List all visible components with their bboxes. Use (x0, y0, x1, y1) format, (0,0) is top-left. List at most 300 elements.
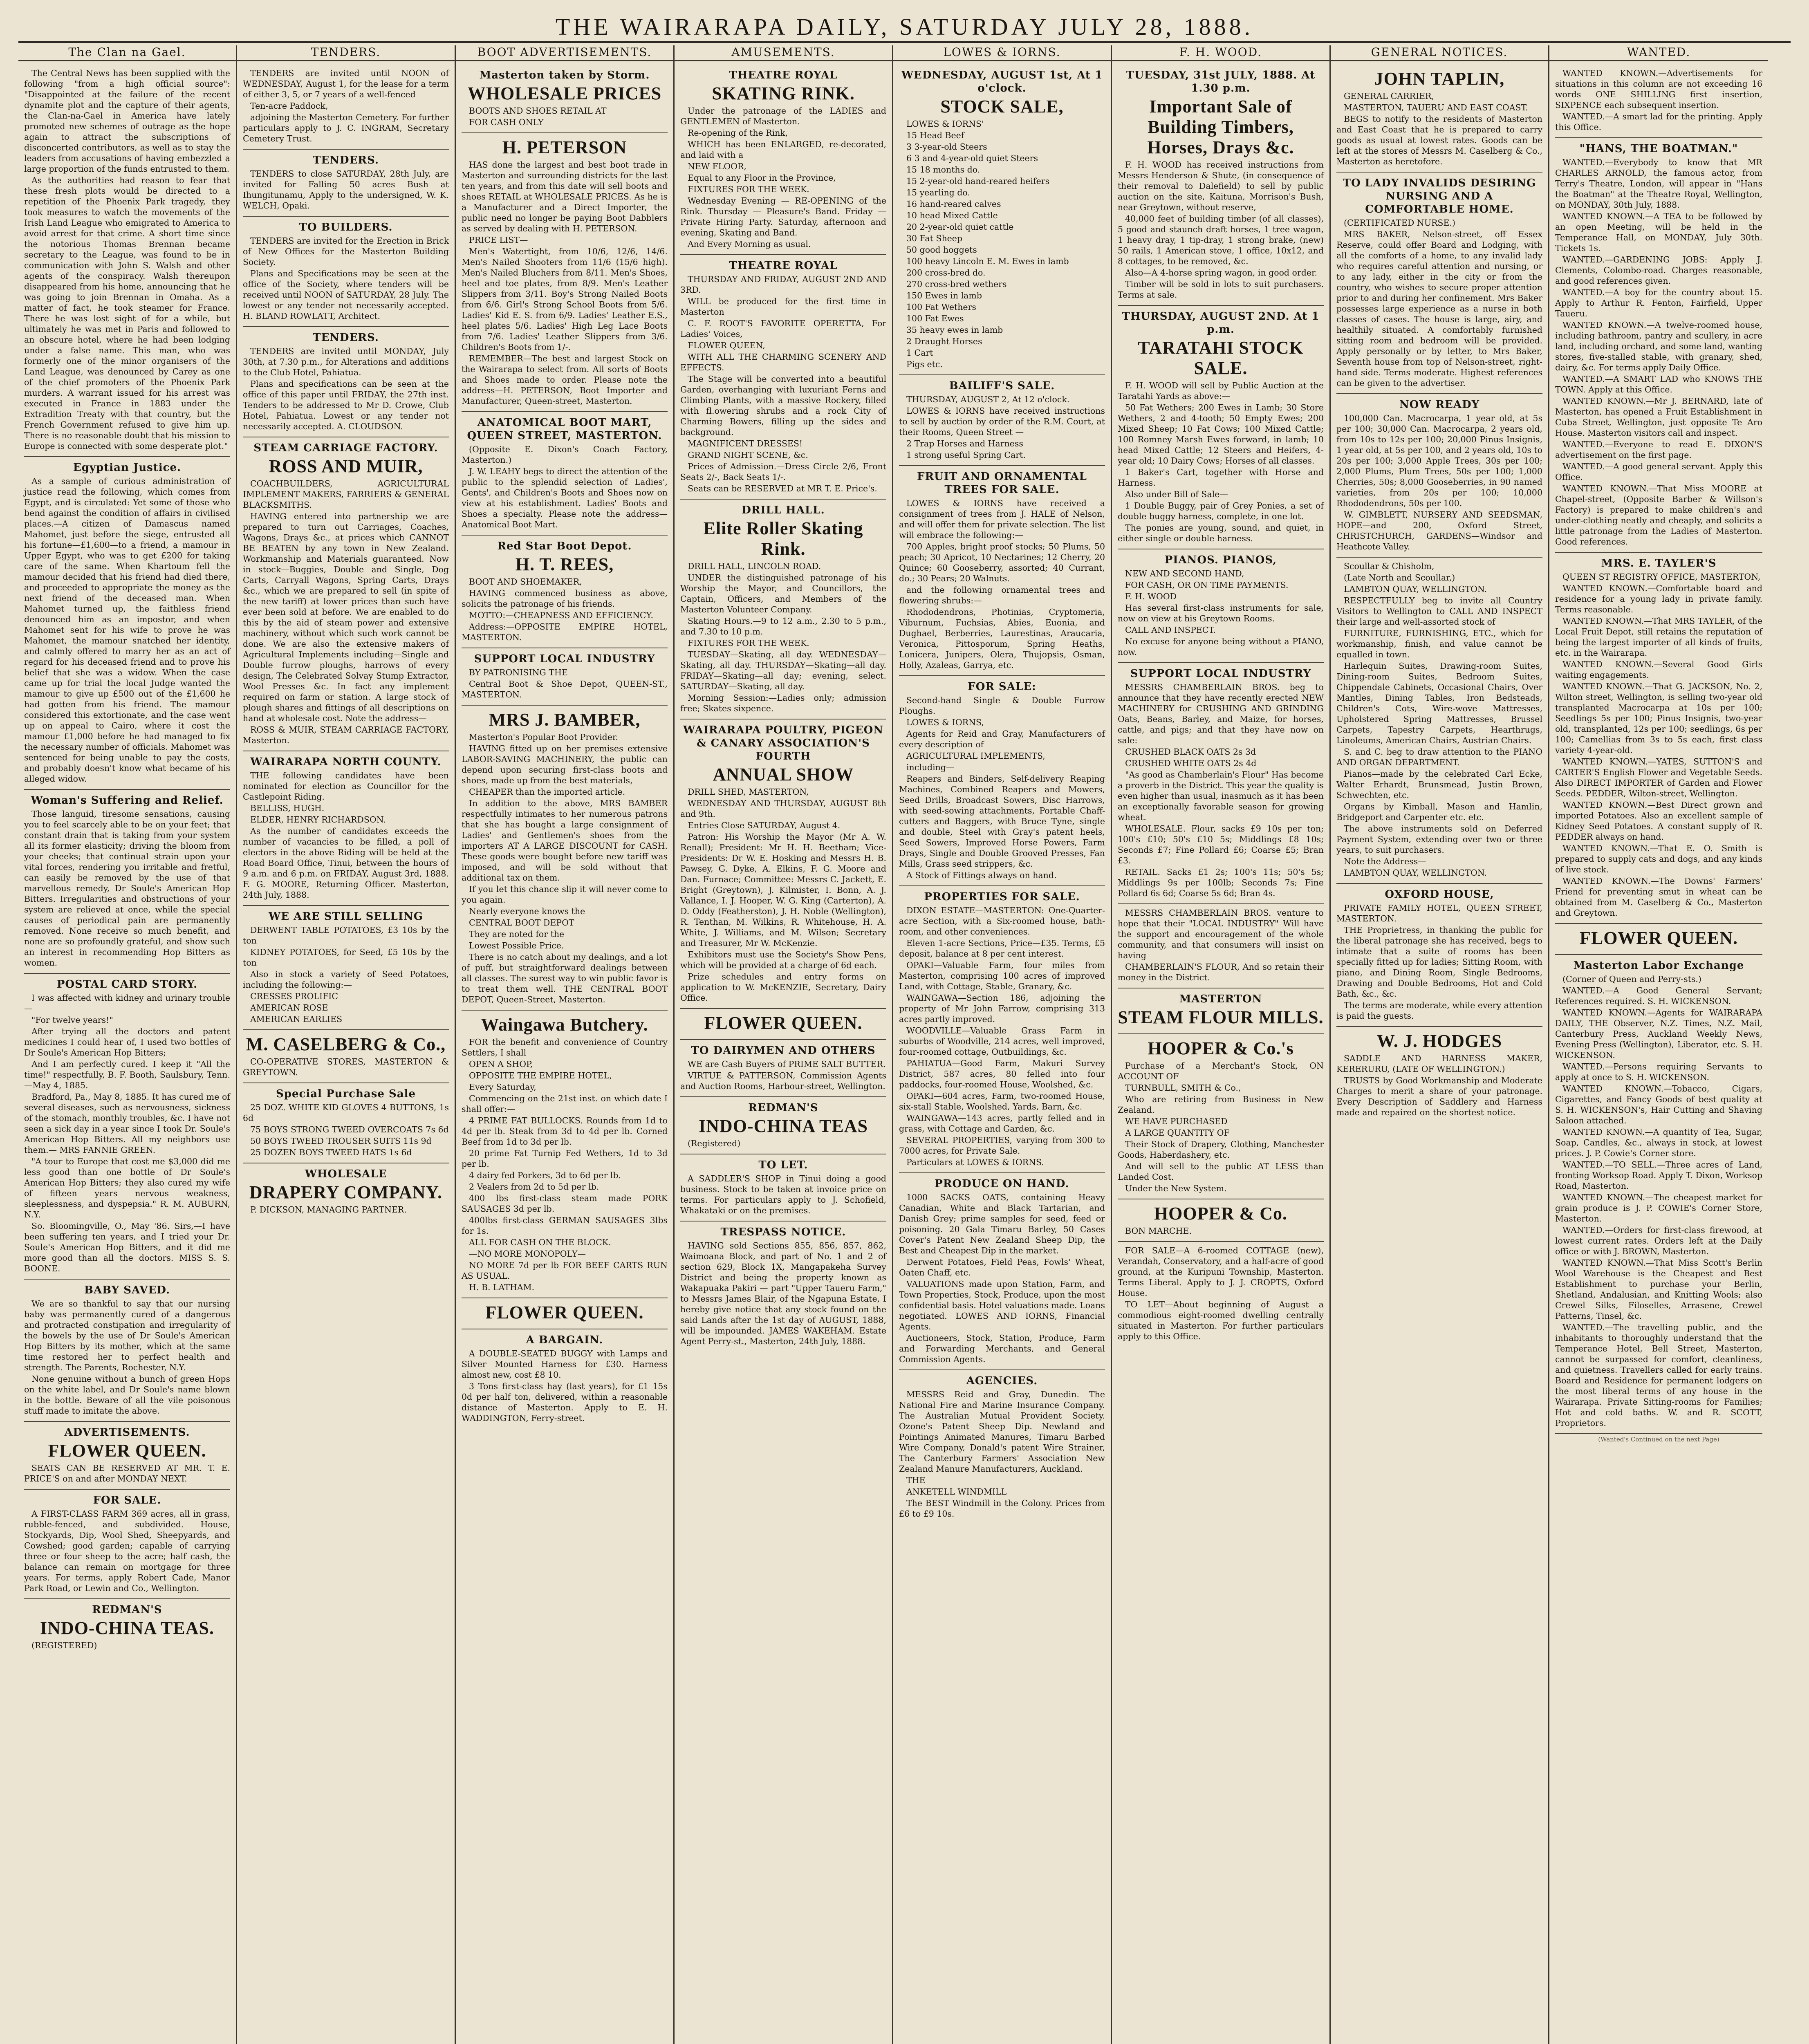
ad-paragraph: 1 Cart (906, 348, 933, 358)
ad-paragraph: LOWES & IORNS, (906, 717, 984, 727)
ad-paragraph: BY PATRONISING THE (469, 668, 568, 677)
ad-paragraph: HAVING fitted up on her premises extensive LABOR-SAVING MACHINERY, the public can depend upon securing first-class boots and shoes, made up from the best materials, (462, 744, 668, 785)
ad-paragraph: PRIVATE FAMILY HOTEL, QUEEN STREET, MASTERTON. (1336, 903, 1542, 923)
ad-paragraph: LAMBTON QUAY, WELLINGTON. (1344, 868, 1487, 878)
ad-heading: REDMAN'S (92, 1604, 162, 1616)
ad-paragraph: "For twelve years!" (31, 1015, 113, 1025)
ad-paragraph: And I am perfectly cured. I keep it "All the time!" respectfully, B. F. Booth, Saulsbury, Tenn.—May 4, 1885. (24, 1059, 230, 1090)
ad-paragraph: Eleven 1-acre Sections, Price—£35. Terms, £5 deposit, balance at 8 per cent interest. (899, 938, 1105, 959)
advertisement (1555, 955, 1762, 1434)
advertisement (680, 1097, 886, 1154)
column-header: WANTED. (1549, 45, 1768, 61)
ad-paragraph: VIRTUE & PATTERSON, Commission Agents and Auction Rooms, Harbour-street, Wellington. (680, 1071, 886, 1091)
ad-paragraph: WAINGAWA—143 acres, partly felled and in grass, with Cottage and Garden, &c. (899, 1113, 1105, 1134)
ad-paragraph: COACHBUILDERS, AGRICULTURAL IMPLEMENT MAKERS, FARRIERS & GENERAL BLACKSMITHS. (243, 479, 449, 510)
advertisement (1118, 988, 1324, 1034)
ad-paragraph: 10 head Mixed Cattle (906, 211, 998, 220)
ad-heading: MASTERTON (1179, 993, 1262, 1005)
column-6 (1112, 45, 1331, 2044)
ad-paragraph: —NO MORE MONOPOLY— (469, 1249, 586, 1259)
column-5 (893, 45, 1112, 2044)
ad-heading: FOR SALE: (968, 681, 1036, 693)
ad-paragraph: F. H. WOOD will sell by Public Auction at the Taratahi Yards as above:— (1118, 381, 1324, 401)
advertisement (899, 676, 1105, 886)
ad-paragraph: Morning Session:—Ladies only; admission free; Skates sixpence. (680, 693, 886, 713)
ad-paragraph: Pigs etc. (906, 359, 943, 369)
ad-paragraph: 20 prime Fat Turnip Fed Wethers, 1d to 3d per lb. (462, 1148, 668, 1169)
advertisement (1336, 884, 1542, 1027)
ad-heading: POSTAL CARD STORY. (56, 978, 198, 991)
ad-paragraph: C. F. ROOT'S FAVORITE OPERETTA, For Ladies' Voices, (680, 318, 886, 339)
ad-paragraph: Derwent Potatoes, Field Peas, Fowls' Wheat, Oaten Chaff, etc. (899, 1257, 1105, 1278)
ad-paragraph: W. GIMBLETT, NURSERY AND SEEDSMAN, HOPE—and 200, Oxford Street, CHRISTCHURCH, GARDENS—Windsor and Heathcote Valley. (1336, 510, 1542, 551)
ad-display-title: STEAM FLOUR MILLS. (1118, 1007, 1324, 1027)
ad-paragraph: HAVING sold Sections 855, 856, 857, 862, Waimoana Block, and part of No. 1 and 2 of section 629, Block 1X, Mangapakeha Survey District and being the property known as Wakapuaka Pakiri — part "Upper Taueru Farm," to Messrs James Blair, of the Ngapuna Estate, I hereby give notice that any stock found on the said Lands after the 1st day of AUGUST, 1888, will be impounded. JAMES WAKEHAM. Estate Agent Perry-st., Masterton, 24th July, 1888. (680, 1241, 886, 1346)
ad-paragraph: (Registered) (688, 1139, 741, 1148)
ad-paragraph: THE following candidates have been nominated for election as Councillor for the Castlepoint Riding. (243, 771, 449, 802)
news-article (24, 65, 230, 457)
ad-heading: SUPPORT LOCAL INDUSTRY (1130, 668, 1311, 680)
advertisement (243, 217, 449, 327)
ad-paragraph: FOR the benefit and convenience of Country Settlers, I shall (462, 1037, 668, 1058)
ad-paragraph: OPEN A SHOP, (469, 1059, 533, 1069)
ad-paragraph: 4 dairy fed Porkers, 3d to 6d per lb. (469, 1170, 621, 1180)
advertisement (899, 375, 1105, 466)
column-header: LOWES & IORNS. (893, 45, 1111, 61)
ad-paragraph: PAHIATUA—Good Farm, Makuri Survey District, 587 acres, 80 felled into four paddocks, four-roomed House, Woolshed, &c. (899, 1058, 1105, 1089)
ad-heading: BABY SAVED. (84, 1284, 170, 1296)
ad-paragraph: MAGNIFICENT DRESSES! (688, 439, 803, 448)
ad-paragraph: Also—A 4-horse spring wagon, in good order. (1125, 268, 1318, 278)
advertisement (1336, 394, 1542, 558)
ad-paragraph: "A tour to Europe that cost me $3,000 did me less good than one bottle of Dr Soule's American Hop Bitters; they also cured my wife of fifteen years nervous weakness, sleeplessness, and dyspepsia." R. M. AUBURN, N.Y. (24, 1156, 230, 1219)
column-header: BOOT ADVERTISEMENTS. (456, 45, 673, 61)
advertisement (462, 536, 668, 648)
ad-paragraph: LOWES & IORNS have received a consignment of trees from J. HALE of Nelson, and will offer them for private selection. The list will embrace the following:— (899, 498, 1105, 540)
ad-paragraph: WANTED KNOWN.—Best Direct grown and imported Potatoes. Also an excellent sample of Kidney Seed Potatoes. A constant supply of R. PEDDER always on hand. (1555, 800, 1762, 842)
ad-paragraph: A Stock of Fittings always on hand. (906, 870, 1057, 880)
continued-note: (Wanted's Continued on the next Page) (1598, 1436, 1719, 1443)
ad-paragraph: WANTED KNOWN.—A quantity of Tea, Sugar, Soap, Candles, &c., always in stock, at lowest prices. J. P. Cowie's Corner store. (1555, 1127, 1762, 1158)
ad-paragraph: P. DICKSON, MANAGING PARTNER. (250, 1205, 407, 1215)
ad-paragraph: Masterton's Popular Boot Provider. (469, 732, 618, 742)
ad-paragraph: Patron: His Worship the Mayor (Mr A. W. Renall); President: Mr H. H. Beetham; Vice-Presidents: Dr W. E. Hosking and Messrs H. B. Pawsey, G. Dyke, A. Elkins, F. G. Moore and Dan. Furnace; Committee: Messrs C. Jackett, E. Bright (Greytown), J. Kilmister, I. Bonn, A. J. Vallance, I. J. Hooper, W. G. King (Carterton), A. D. Oddy (Featherston), J. H. Noble (Wellington), R. Tenthan, M. Wilkins, R. Whitehouse, H. A. White, J. Williams, and M. Wilson; Secretary and Treasurer, Mr W. McKenzie. (680, 832, 886, 948)
ad-heading: PIANOS. PIANOS, (1164, 554, 1277, 566)
ad-paragraph: DERWENT TABLE POTATOES, £3 10s by the ton (243, 925, 449, 946)
ad-paragraph: WANTED.—Everyone to read E. DIXON'S advertisement on the first page. (1555, 439, 1762, 460)
ad-paragraph: 3 Tons first-class hay (last years), for £1 15s 0d per half ton, delivered, within a reasonable distance of Masterton. Apply to E. H. WADDINGTON, Ferry-street. (462, 1381, 668, 1423)
ad-paragraph: 700 Apples, bright proof stocks; 50 Plums, 50 peach; 30 Apricot, 10 Nectarines; 12 Cherry, 20 Quince; 60 Gooseberry, assorted; 40 Currant, do.; 30 Pears; 20 Walnuts. (899, 542, 1105, 583)
ad-paragraph: 100,000 Can. Macrocarpa, 1 year old, at 5s per 100; 30,000 Can. Macrocarpa, 2 years old, from 10s to 12s per 100; 20,000 Pinus Insignis, 1 year old, at 5s per 100, and 2 years old, 10s to 20s per 100; 3,000 Apple Trees, 30s per 100; 2,000 Plums, Plum Trees, 50s per 100; 1,000 Cherries, 50s; 8,000 Gooseberries, in 90 named varieties, from 20s per 100; 10,000 Rhododendrons, 50s per 100. (1336, 413, 1542, 508)
ad-paragraph: 2 Draught Horses (906, 336, 982, 346)
ad-heading: REDMAN'S (748, 1102, 818, 1114)
ad-paragraph: 400lbs first-class GERMAN SAUSAGES 3lbs for 1s. (462, 1215, 668, 1236)
ad-paragraph: 6 3 and 4-year-old quiet Steers (906, 153, 1038, 163)
ad-paragraph: TENDERS are invited until MONDAY, July 30th, at 7.30 p.m., for Alterations and additions to the Club Hotel, Pahiatua. (243, 346, 449, 377)
ad-paragraph: 200 cross-bred do. (906, 268, 986, 278)
ad-paragraph: Harlequin Suites, Drawing-room Suites, Dining-room Suites, Bedroom Suites, Chippendale Cabinets, Occasional Chairs, Over Mantles, Dining Tables, Iron Bedsteads, Children's Cots, Wire-wove Mattresses, Upholstered Spring Mattresses, Brussel Carpets, Tapestry Carpets, Hearthrugs, Linoleums, American Chairs, Austrian Chairs. (1336, 661, 1542, 745)
ad-paragraph: SEVERAL PROPERTIES, varying from 300 to 7000 acres, for Private Sale. (899, 1135, 1105, 1156)
advertisement (462, 648, 668, 706)
advertisement (243, 1030, 449, 1083)
ad-paragraph: S. and C. beg to draw attention to the PIANO AND ORGAN DEPARTMENT. (1336, 747, 1542, 767)
ad-paragraph: Central Boot & Shoe Depot, QUEEN-ST., MASTERTON. (462, 679, 668, 699)
ad-paragraph: WANTED KNOWN.—Advertisements for situations in this column are not exceeding 16 words ONE SHILLING first insertion, SIXPENCE each subsequent insertion. (1555, 68, 1762, 110)
ad-paragraph: NEW FLOOR, (688, 161, 746, 171)
ad-paragraph: Nearly everyone knows the (469, 906, 585, 916)
ad-paragraph: Re-opening of the Rink, (688, 128, 788, 138)
ad-paragraph: OPPOSITE THE EMPIRE HOTEL, (469, 1071, 612, 1080)
ad-paragraph: DRILL HALL, LINCOLN ROAD. (688, 561, 821, 571)
ad-paragraph: 25 DOZ. WHITE KID GLOVES 4 BUTTONS, 1s 6d (243, 1103, 449, 1123)
advertisement (462, 1298, 668, 1329)
ad-paragraph: A SADDLER'S SHOP in Tinui doing a good business. Stock to be taken at invoice price on terms. For particulars apply to J. Schofield, Whakataki or on the premises. (680, 1174, 886, 1215)
ad-paragraph: 100 heavy Lincoln E. M. Ewes in lamb (906, 256, 1069, 266)
ad-paragraph: 1 Double Buggy, pair of Grey Ponies, a set of double buggy harness, complete, in one lot. (1118, 501, 1324, 521)
ad-display-title: DRAPERY COMPANY. (249, 1182, 443, 1202)
ad-display-title: W. J. HODGES (1376, 1031, 1502, 1051)
ad-paragraph: Particulars at LOWES & IORNS. (906, 1157, 1044, 1167)
ad-paragraph: HAS done the largest and best boot trade in Masterton and surrounding districts for the last ten years, and from this date will sell boots and shoes RETAIL at WHOLESALE PRICES. As he is a Manufacturer and a Direct Importer, the public need no longer be paying Boot Dabblers as served by dealing with H. PETERSON. (462, 160, 668, 233)
advertisement (462, 65, 668, 133)
ad-paragraph: WEDNESDAY AND THURSDAY, AUGUST 8th and 9th. (680, 798, 886, 819)
ad-heading: STEAM CARRIAGE FACTORY. (253, 442, 438, 454)
ad-paragraph: Also in stock a variety of Seed Potatoes, including the following:— (243, 969, 449, 990)
ad-paragraph: MASTERTON, TAUERU AND EAST COAST. (1344, 103, 1528, 112)
advertisement (1118, 1034, 1324, 1199)
ad-paragraph: ELDER, HENRY RICHARDSON. (250, 815, 386, 825)
ad-paragraph: MOTTO:—CHEAPNESS AND EFFICIENCY. (469, 610, 653, 620)
ad-paragraph: WANTED.—Orders for first-class firewood, at lowest current rates. Orders left at the Daily office or with J. BROWN, Masterton. (1555, 1225, 1762, 1256)
ad-paragraph: MESSRS CHAMBERLAIN BROS. venture to hope that their "LOCAL INDUSTRY" Will have the support and encouragement of the whole community, and that consumers will insist on having (1118, 908, 1324, 960)
ad-heading: THEATRE ROYAL (729, 260, 838, 272)
ad-paragraph: DIXON ESTATE—MASTERTON: One-Quarter-acre Section, with a Six-roomed house, bath-room, and other conveniences. (899, 905, 1105, 937)
ad-paragraph: BON MARCHE. (1125, 1226, 1192, 1236)
ad-paragraph: Address:—OPPOSITE EMPIRE HOTEL, MASTERTON. (462, 622, 668, 642)
ad-paragraph: 40,000 feet of building timber (of all classes), 5 good and staunch draft horses, 1 tree wagon, 1 heavy dray, 1 tip-dray, 1 strong brake, (new) 50 rails, 1 American stove, 1 office, 10x12, and 8 cottages, to be removed, &c. (1118, 214, 1324, 266)
advertisement (1118, 306, 1324, 549)
ad-paragraph: I was affected with kidney and urinary trouble— (24, 993, 230, 1013)
advertisement (243, 1083, 449, 1163)
advertisement (24, 1422, 230, 1490)
ad-paragraph: WANTED.—A smart lad for the printing. Apply this Office. (1555, 112, 1762, 132)
advertisement (1118, 549, 1324, 663)
ad-paragraph: F. H. WOOD (1125, 592, 1177, 601)
advertisement (1118, 904, 1324, 988)
ad-paragraph: 100 Fat Wethers (906, 302, 976, 312)
ad-paragraph: CRUSHED BLACK OATS 2s 3d (1125, 747, 1256, 757)
ad-paragraph: WANTED.—A good general servant. Apply this Office. (1555, 462, 1762, 482)
ad-paragraph: Entries Close SATURDAY, August 4. (688, 820, 841, 830)
ad-display-title: H. PETERSON (502, 137, 627, 157)
ad-display-title: H. T. REES, (515, 554, 614, 574)
ad-paragraph: WANTED KNOWN.—That G. JACKSON, No. 2, Wilton street, Wellington, is selling two-year old transplanted Macrocarpa at 10s per 100; Seedlings 5s per 100; Pinus Insignis, two-year old, transplanted, 12s per 100; seedlings, 6s per 100; Camellias from 3s to 5s each, first class variety 4-year-old. (1555, 681, 1762, 755)
ad-heading: WAIRARAPA NORTH COUNTY. (250, 756, 442, 768)
advertisement (1118, 65, 1324, 306)
ad-paragraph: TENDERS are invited for the Erection in Brick of New Offices for the Masterton Building Society. (243, 236, 449, 267)
ad-paragraph: WANTED.—A Good General Servant; References required. S. H. WICKENSON. (1555, 986, 1762, 1006)
ad-paragraph: GRAND NIGHT SCENE, &c. (688, 450, 808, 460)
ad-paragraph: 50 good hoggets (906, 245, 977, 255)
ad-heading: Egyptian Justice. (73, 462, 182, 474)
ad-heading: MRS. E. TAYLER'S (1601, 557, 1717, 569)
ad-paragraph: (Corner of Queen and Perry-sts.) (1562, 974, 1701, 984)
advertisement (243, 751, 449, 906)
ad-paragraph: 2 Vealers from 2d to 5d per lb. (469, 1182, 599, 1192)
ad-paragraph: 15 Head Beef (906, 130, 964, 140)
advertisement (462, 1011, 668, 1298)
ad-paragraph: WANTED.—TO SELL.—Three acres of Land, fronting Worksop Road. Apply T. Dixon, Worksop Road, Masterton. (1555, 1160, 1762, 1191)
column-1 (18, 45, 237, 2044)
ad-paragraph: WANTED.—A SMART LAD who KNOWS THE TOWN. Apply at this Office. (1555, 374, 1762, 394)
column-7 (1331, 45, 1549, 2044)
ad-paragraph: CO-OPERATIVE STORES, MASTERTON & GREYTOWN. (243, 1057, 449, 1077)
ad-paragraph: WHOLESALE. Flour, sacks £9 10s per ton; 100's £10; 50's £10 5s; Middlings £8 10s; Seconds £7; Fine Pollard £6; Coarse £5; Bran £3. (1118, 824, 1324, 865)
ad-paragraph: In addition to the above, MRS BAMBER respectfully intimates to her numerous patrons that she has bought a large consignment of Ladies' and Gentlemen's shoes from the importers AT A LARGE DISCOUNT for CASH. These goods were bought before new tariff was imposed, and will be sold without that additional tax on them. (462, 798, 668, 883)
ad-paragraph: CALL AND INSPECT. (1125, 625, 1216, 635)
ad-paragraph: WANTED.—A boy for the country about 15. Apply to Arthur R. Fenton, Fairfield, Upper Taueru. (1555, 287, 1762, 318)
ad-paragraph: FOR SALE—A 6-roomed COTTAGE (new), Verandah, Conservatory, and a half-acre of good ground, at the Kuripuni Township, Masterton. Terms Liberal. Apply to J. J. CROPTS, Oxford House. (1118, 1246, 1324, 1298)
advertisement (1555, 65, 1762, 138)
advertisement (243, 1163, 449, 1220)
ad-paragraph: CRUSHED WHITE OATS 2s 4d (1125, 758, 1257, 768)
ad-paragraph: WANTED KNOWN.—That MRS TAYLER, of the Local Fruit Depot, still retains the reputation of being the largest importer of all kinds of fruits, etc. in the Wairarapa. (1555, 616, 1762, 658)
ad-paragraph: Commencing on the 21st inst. on which date I shall offer:— (462, 1094, 668, 1114)
advertisement (680, 1040, 886, 1097)
advertisement (1118, 663, 1324, 904)
ad-paragraph: The terms are moderate, while every attention is paid the guests. (1336, 1000, 1542, 1021)
ad-paragraph: HAVING commenced business as above, solicits the patronage of his friends. (462, 588, 668, 609)
ad-heading: A BARGAIN. (526, 1334, 603, 1346)
ad-paragraph: and the following ornamental trees and flowering shrubs:— (899, 585, 1105, 605)
ad-paragraph: WANTED KNOWN.—Agents for WAIRARAPA DAILY, THE Observer, N.Z. Times, N.Z. Mail, Canterbury Press, Auckland Weekly News, Evening Press (Wellington), Liberator, etc. S. H. WICKENSON. (1555, 1008, 1762, 1060)
ad-paragraph: SADDLE AND HARNESS MAKER, KERERURU, (LATE OF WELLINGTON.) (1336, 1053, 1542, 1074)
column-header: TENDERS. (237, 45, 455, 61)
ad-paragraph: Men's Watertight, from 10/6, 12/6, 14/6. Men's Nailed Shooters from 11/6 (15/6 high). Men's Nailed Bluchers from 8/11. Men's Shoes, heel and toe plates, from 8/9. Men's Leather Slippers from 3/11. Boy's Strong Nailed Boots from 6/6. Girl's Strong School Boots from 5/6. Ladies' Kid E. S. from 6/9. Ladies' Leather E.S., heel plates 5/6. Ladies' High Leg Lace Boots from 7/6. Ladies' Leather Slippers from 3/6. Children's Boots from 1/-. (462, 247, 668, 352)
ad-paragraph: WILL be produced for the first time in Masterton (680, 296, 886, 317)
advertisement (680, 1154, 886, 1221)
ad-heading: NOW READY (1399, 399, 1480, 411)
ad-paragraph: Timber will be sold in lots to suit purchasers. Terms at sale. (1118, 279, 1324, 300)
ad-display-title: WHOLESALE PRICES (467, 83, 662, 103)
ad-paragraph: Skating Hours.—9 to 12 a.m., 2.30 to 5 p.m., and 7.30 to 10 p.m. (680, 616, 886, 637)
ad-paragraph: Prize schedules and entry forms on application to W. McKENZIE, Secretary, Dairy Office. (680, 972, 886, 1003)
advertisement (243, 150, 449, 217)
ad-paragraph: WANTED KNOWN.—Several Good Girls waiting engagements. (1555, 659, 1762, 680)
ad-paragraph: WANTED.—Everybody to know that MR CHARLES ARNOLD, the famous actor, from Terry's Theatre, London, will appear in "Hans the Boatman" at the Theatre Royal, Wellington, on MONDAY, 30th July, 1888. (1555, 157, 1762, 210)
ad-paragraph: TO LET—About beginning of August a commodious eight-roomed dwelling centrally situated in Masterton. For further particulars apply to this Office. (1118, 1300, 1324, 1341)
ad-heading: DRILL HALL. (742, 504, 825, 516)
ad-paragraph: TRUSTS by Good Workmanship and Moderate Charges to merit a share of your patronage. Every Description of Saddlery and Harness made and repaired on the shortest notice. (1336, 1076, 1542, 1117)
ad-heading: PROPERTIES FOR SALE. (924, 891, 1080, 903)
ad-display-title: Elite Roller Skating Rink. (703, 518, 863, 559)
ad-heading: ANATOMICAL BOOT MART, QUEEN STREET, MASTERTON. (467, 417, 662, 442)
ad-display-title: SKATING RINK. (712, 83, 855, 103)
ad-paragraph: Second-hand Single & Double Furrow Ploughs. (899, 695, 1105, 716)
ad-paragraph: HAVING entered into partnership we are prepared to turn out Carriages, Coaches, Wagons, Drays &c., at prices which CANNOT BE BEATEN by any town in New Zealand. Workmanship and Materials guaranteed. Now in stock—Buggies, Double and Single, Dog Carts, Carryall Wagons, Spring Carts, Drays &c., which we are prepared to sell (in spite of the new tariff) at lower prices than such have ever been sold at before. We are enabled to do this by the aid of steam power and extensive machinery, without which such work cannot be done. We are also the extensive makers of Agricultural Implements including—Single and Double furrow ploughs, harrows of every design, The Celebrated Solvay Stump Extractor, Wool Presses &c. In fact any implement required on farm or station. A large stock of plough shares and fittings of all descriptions on hand at wholesale cost. Note the address— (243, 511, 449, 723)
ad-paragraph: 15 2-year-old hand-reared heifers (906, 176, 1050, 186)
masthead: THE WAIRARAPA DAILY, SATURDAY JULY 28, 1888. (18, 12, 1791, 43)
ad-paragraph: FIXTURES FOR THE WEEK. (688, 184, 809, 194)
ad-paragraph: Scoullar & Chisholm, (1344, 561, 1435, 571)
column-4 (675, 45, 893, 2044)
advertisement (462, 706, 668, 1011)
advertisement (24, 1490, 230, 1599)
column-3 (456, 45, 675, 2044)
ad-paragraph: Auctioneers, Stock, Station, Produce, Farm and Forwarding Merchants, and General Commission Agents. (899, 1333, 1105, 1364)
advertisement (899, 1370, 1105, 1524)
ad-paragraph: Organs by Kimball, Mason and Hamlin, Bridgeport and Carpenter etc. etc. (1336, 802, 1542, 822)
ad-paragraph: 1 Baker's Cart, together with Horse and Harness. (1118, 467, 1324, 488)
ad-paragraph: Has several first-class instruments for sale, now on view at his Greytown Rooms. (1118, 603, 1324, 623)
ad-paragraph: Their Stock of Drapery, Clothing, Manchester Goods, Haberdashery, etc. (1118, 1139, 1324, 1160)
ad-paragraph: If you let this chance slip it will never come to you again. (462, 884, 668, 905)
ad-paragraph: ROSS & MUIR, STEAM CARRIAGE FACTORY, Masterton. (243, 725, 449, 745)
ad-paragraph: BEGS to notify to the residents of Masterton and East Coast that he is prepared to carry goods as usual at lowest rates. Goods can be left at the stores of Messrs M. Caselberg & Co., Masterton as heretofore. (1336, 114, 1542, 166)
ad-paragraph: TURNBULL, SMITH & Co., (1125, 1083, 1241, 1093)
ad-paragraph: Note the Address— (1344, 856, 1426, 866)
ad-paragraph: 3 3-year-old Steers (906, 142, 987, 152)
ad-display-title: MRS J. BAMBER, (489, 710, 641, 730)
ad-paragraph: And will sell to the public AT LESS than Landed Cost. (1118, 1161, 1324, 1182)
ad-paragraph: CHEAPER than the imported article. (469, 787, 625, 797)
ad-paragraph: "As good as Chamberlain's Flour" Has become a proverb in the District. This year the quality is even higher than usual, inasmuch as it has been an exceptionally favorable season for growing wheat. (1118, 770, 1324, 822)
ad-paragraph: Reapers and Binders, Self-delivery Reaping Machines, Combined Reapers and Mowers, Seed Drills, Broadcast Sowers, Disc Harrows, with seed-sowing attachments, Portable Chaff-cutters and Baggers, with Bruce Tyne, single and double, Steel with Gray's patent heels, Seed Sowers, Improved Horse Powers, Farm Drays, Single and Double Grooved Presses, Fan Mills, Grass seed strippers, &c. (899, 774, 1105, 869)
ad-paragraph: WANTED KNOWN.—A twelve-roomed house, including bathroom, pantry and scullery, in acre land, including orchard, and some land, wanting stores, five-stalled stable, with granary, shed, dairy, &c. For terms apply Daily Office. (1555, 320, 1762, 372)
advertisement (462, 412, 668, 536)
ad-paragraph: So. Bloomingville, O., May '86. Sirs,—I have been suffering ten years, and I tried your Dr. Soule's American Hop Bitters, and it did me more good than all the doctors. MISS S. S. BOONE. (24, 1221, 230, 1273)
ad-heading: PRODUCE ON HAND. (935, 1178, 1069, 1190)
advertisement (462, 1329, 668, 1428)
advertisement (680, 1009, 886, 1040)
ad-paragraph: WANTED KNOWN.—That E. O. Smith is prepared to supply cats and dogs, and any kinds of live stock. (1555, 843, 1762, 874)
ad-paragraph: Rhododendrons, Photinias, Cryptomeria, Viburnum, Fuchsias, Abies, Euonia, and Dughael, Berberries, Laurestinas, Araucaria, Veronica, Pittosporum, Spring Heaths, Lonicera, Junipers, Olera, Thujopsis, Osman, Holly, Azaleas, Garrya, etc. (899, 607, 1105, 670)
ad-paragraph: adjoining the Masterton Cemetery. For further particulars apply to J. C. INGRAM, Secretary Cemetery Trust. (243, 112, 449, 143)
ad-paragraph: (CERTIFICATED NURSE.) (1344, 218, 1455, 228)
ad-paragraph: Plans and specifications can be seen at the office of this paper until FRIDAY, the 27th inst. Tenders to be addressed to Mr D. Crowe, Club Hotel, Pahiatua. Lowest or any tender not necessarily accepted. A. CLOUDSON. (243, 379, 449, 431)
ad-paragraph: Purchase of a Merchant's Stock, ON ACCOUNT OF (1118, 1061, 1324, 1081)
ad-paragraph: Lowest Possible Price. (469, 941, 564, 950)
ad-paragraph: 15 yearling do. (906, 188, 970, 197)
ad-paragraph: Ten-acre Paddock, (250, 101, 328, 111)
ad-paragraph: THE Proprietress, in thanking the public for the liberal patronage she has received, begs to intimate that a suite of rooms has been specially fitted up for ladies; Sitting Room, with piano, and Dining Room, Single Bedrooms, Drawing and Double Bedrooms, Hot and Cold Bath, &c., &c. (1336, 925, 1542, 999)
ad-paragraph: WANTED.—GARDENING JOBS: Apply J. Clements, Colombo-road. Charges reasonable, and good references given. (1555, 255, 1762, 286)
ad-paragraph: DRILL SHED, MASTERTON, (688, 787, 809, 797)
advertisement (899, 65, 1105, 375)
ad-paragraph: Plans and Specifications may be seen at the office of the Society, where tenders will be received until NOON of SATURDAY, 28 July. The lowest or any tender not necessarily accepted. H. BLAND ROWLATT, Architect. (243, 269, 449, 321)
ad-paragraph: THE (906, 1475, 926, 1485)
advertisement (680, 719, 886, 1009)
ad-heading: Special Purchase Sale (276, 1088, 416, 1100)
ad-paragraph: A FIRST-CLASS FARM 369 acres, all in grass, rubble-fenced, and subdivided. House, Stockyards, Dip, Wool Shed, Sheepyards, and Cowshed; good garden; capable of carrying three or four sheep to the acre; half cash, the balance can remain on mortgage for three years. For terms, apply Robert Cade, Manor Park Road, or Lewin and Co., Wellington. (24, 1509, 230, 1593)
ad-paragraph: Prices of Admission.—Dress Circle 2/6, Front Seats 2/-, Back Seats 1/-. (680, 462, 886, 482)
ad-display-title: FLOWER QUEEN. (1579, 928, 1738, 948)
ad-display-title: INDO-CHINA TEAS (699, 1116, 868, 1136)
ad-display-title: Important Sale of Building Timbers, Horses, Drays &c. (1147, 96, 1294, 157)
ad-paragraph: 1 strong useful Spring Cart. (906, 450, 1026, 460)
ad-paragraph: Who are retiring from Business in New Zealand. (1118, 1094, 1324, 1115)
ad-heading: TO DAIRYMEN AND OTHERS (691, 1044, 876, 1057)
ad-paragraph: VALUATIONS made upon Station, Farm, and Town Properties, Stock, Produce, upon the most confidential basis. Hotel valuations made. Loans negotiated. LOWES AND IORNS, Financial Agents. (899, 1279, 1105, 1331)
ad-paragraph: The Central News has been supplied with the following "from a high official source": "Disappointed at the failure of the recent dynamite plot and the capture of their agents, the Clan-na-Gael in America have lately promoted new schemes of outrage as the hope again to attract the subscriptions of disconcerted contributors, as well as to stay the leaders from accusations of having embezzled a large proportion of the funds entrusted to them. (24, 68, 230, 174)
ad-heading: Woman's Suffering and Relief. (31, 794, 224, 807)
advertisement (24, 1599, 230, 1656)
columns (18, 45, 1791, 2044)
ad-paragraph: Wednesday Evening — RE-OPENING of the Rink. Thursday — Pleasure's Band. Friday — Private Hiring Party. Saturday, afternoon and evening, Skating and Band. (680, 196, 886, 238)
advertisement (1555, 924, 1762, 955)
ad-paragraph: As the number of candidates exceeds the number of vacancies to be filled, a poll of electors in the above Riding will be held at the Road Board Office, Tinui, between the hours of 9 a.m. and 6 p.m. on FRIDAY, August 3rd, 1888. F. G. MOORE, Returning Officer. Masterton, 24th July, 1888. (243, 826, 449, 900)
ad-paragraph: WANTED KNOWN.—That Miss MOORE at Chapel-street, (Opposite Barber & Willson's Factory) is prepared to make children's and under-clothing neatly and cheaply, and solicits a little patronage from the Ladies of Masterton. Good references. (1555, 484, 1762, 547)
ad-paragraph: No excuse for anyone being without a PIANO, now. (1118, 637, 1324, 657)
ad-display-title: STOCK SALE, (940, 96, 1064, 117)
ad-paragraph: MRS BAKER, Nelson-street, off Essex Reserve, could offer Board and Lodging, with all the comforts of a home, to any invalid lady who requires careful attention and nursing, or to any lady, either in the city or from the country, who wishes to secure proper attention prior to and during her confinement. Mrs Baker possesses large experience as a nurse in both classes of cases. The house is large, airy, and healthily situated. A comfortably furnished sitting room and bedroom will be provided. Apply personally or by letter, to Mrs Baker, Seventh house from top of Nelson-street, right-hand side. Terms moderate. Highest references can be given to the advertiser. (1336, 229, 1542, 388)
ad-paragraph: After trying all the doctors and patent medicines I could hear of, I used two bottles of Dr Soule's American Hop Bitters; (24, 1026, 230, 1058)
ad-paragraph: The BEST Windmill in the Colony. Prices from £6 to £9 10s. (899, 1498, 1105, 1519)
ad-paragraph: 100 Fat Ewes (906, 314, 964, 323)
ad-paragraph: WANTED KNOWN.—Tobacco, Cigars, Cigarettes, and Fancy Goods of best quality at S. H. WICKENSON's, Hair Cutting and Shaving Saloon attached. (1555, 1084, 1762, 1125)
ad-paragraph: BELLISS, HUGH. (250, 803, 325, 813)
ad-paragraph: NO MORE 7d per lb FOR BEEF CARTS RUN AS USUAL. (462, 1260, 668, 1281)
ad-heading: TO LADY INVALIDS DESIRING NURSING AND A COMFORTABLE HOME. (1343, 177, 1536, 215)
ad-paragraph: CHAMBERLAIN'S FLOUR, And so retain their money in the District. (1118, 962, 1324, 982)
ad-paragraph: (REGISTERED) (31, 1641, 97, 1650)
ad-paragraph: NEW AND SECOND HAND, (1125, 569, 1244, 578)
ad-paragraph: CRESSES PROLIFIC (250, 991, 338, 1001)
ad-paragraph: LOWES & IORNS' (906, 119, 984, 129)
advertisement (462, 133, 668, 412)
ad-paragraph: CENTRAL BOOT DEPOT (469, 918, 574, 928)
ad-heading: Red Star Boot Depot. (497, 540, 632, 552)
advertisement (899, 886, 1105, 1173)
news-article (24, 1280, 230, 1422)
ad-heading: Masterton Labor Exchange (1573, 959, 1744, 972)
column-header: F. H. WOOD. (1112, 45, 1329, 61)
ad-heading: OXFORD HOUSE, (1385, 888, 1494, 901)
ad-paragraph: 16 hand-reared calves (906, 199, 1001, 209)
ad-heading: FRUIT AND ORNAMENTAL TREES FOR SALE. (917, 471, 1087, 496)
ad-paragraph: QUEEN ST REGISTRY OFFICE, MASTERTON, (1562, 572, 1761, 582)
advertisement (1336, 558, 1542, 884)
ad-paragraph: And Every Morning as usual. (688, 239, 811, 249)
ad-paragraph: Those languid, tiresome sensations, causing you to feel scarcely able to be on your feet; that constant drain that is taking from your system all its former elasticity; driving the bloom from your cheeks; that continual strain upon your vital forces, rendering you irritable and fretful, can easily be removed by the use of that marvellous remedy, Dr Soule's American Hop Bitters. Irregularities and obstructions of your system are relieved at once, while the special causes of periodical pain are permanently removed. None receive so much benefit, and none are so profoundly grateful, and show such an interest in recommending Hop Bitters as women. (24, 809, 230, 968)
ad-paragraph: KIDNEY POTATOES, for Seed, £5 10s by the ton (243, 947, 449, 968)
advertisement (243, 437, 449, 751)
ad-heading: TO LET. (758, 1159, 808, 1171)
ad-heading: THEATRE ROYAL (729, 69, 838, 81)
ad-heading: WEDNESDAY, AUGUST 1st, At 1 o'clock. (901, 69, 1103, 94)
ad-paragraph: FLOWER QUEEN, (688, 341, 765, 350)
ad-paragraph: Every Saturday, (469, 1082, 536, 1092)
ad-heading: TRESPASS NOTICE. (720, 1226, 846, 1238)
ad-paragraph: Seats can be RESERVED at MR T. E. Price's. (688, 484, 877, 493)
ad-paragraph: 35 heavy ewes in lamb (906, 325, 1003, 335)
ad-heading: WAIRARAPA POULTRY, PIGEON & CANARY ASSOCIATION'S FOURTH (683, 724, 883, 762)
ad-paragraph: TENDERS are invited until NOON of WEDNESDAY, August 1, for the lease for a term of either 3, 5, or 7 years of a well-fenced (243, 68, 449, 99)
ad-display-title: Waingawa Butchery. (481, 1015, 648, 1035)
ad-paragraph: Exhibitors must use the Society's Show Pens, which will be provided at a charge of 6d each. (680, 950, 886, 970)
ad-display-title: FLOWER QUEEN. (704, 1013, 863, 1033)
ad-heading: AGENCIES. (966, 1375, 1038, 1387)
ad-paragraph: ANKETELL WINDMILL (906, 1487, 1007, 1497)
ad-paragraph: The ponies are young, sound, and quiet, in either single or double harness. (1118, 523, 1324, 543)
ad-display-title: ROSS AND MUIR, (269, 456, 423, 476)
ad-paragraph: AMERICAN ROSE (250, 1003, 328, 1013)
advertisement (1336, 1027, 1542, 1123)
ad-paragraph: WANTED KNOWN.—Comfortable board and residence for a young lady in private family. Terms reasonable. (1555, 583, 1762, 614)
ad-paragraph: WANTED KNOWN.—A TEA to be followed by an open Meeting, will be held in the Temperance Hall, on MONDAY, July 30th. Tickets 1s. (1555, 211, 1762, 253)
ad-paragraph: Bradford, Pa., May 8, 1885. It has cured me of several diseases, such as nervousness, sickness of the stomach, monthly troubles, &c. I have not seen a sick day in a year since I took Dr. Soule's American Hop Bitters. All my neighbors use them.— MRS FANNIE GREEN. (24, 1092, 230, 1155)
ad-paragraph: WHICH has been ENLARGED, re-decorated, and laid with a (680, 139, 886, 160)
